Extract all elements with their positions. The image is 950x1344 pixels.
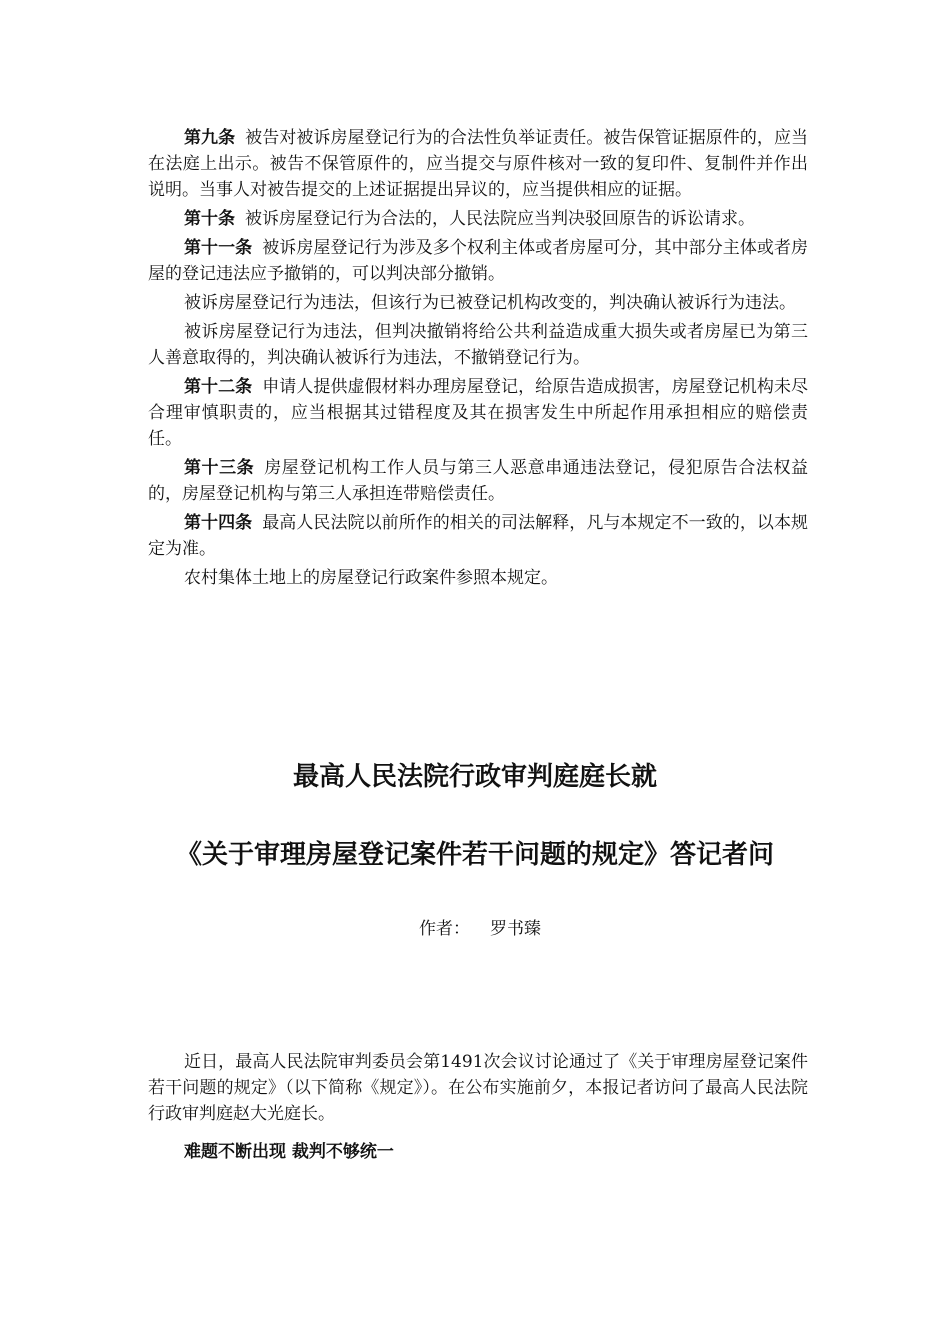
article-heading: 第十三条 [184,458,255,478]
article-body: 被诉房屋登记行为违法，但该行为已被登记机构改变的，判决确认被诉行为违法。 [184,293,796,313]
document-title-line-2: 《关于审理房屋登记案件若干问题的规定》答记者问 [175,840,774,870]
author-name: 罗书臻 [490,919,541,939]
document-title-line-1: 最高人民法院行政审判庭庭长就 [292,762,657,792]
article-paragraph [148,206,808,232]
article-paragraph [148,319,808,371]
article-paragraph [148,565,808,591]
article-heading: 第十四条 [184,513,253,533]
article-heading: 第十一条 [184,238,253,258]
intro-paragraph: 近日，最高人民法院审判委员会第1491次会议讨论通过了《关于审理房屋登记案件若干问题的规定》（以下简称《规定》）。在公布实施前夕，本报记者访问了最高人民法院行政审判庭赵大光庭长。 [148,1052,808,1124]
article-body: 房屋登记机构工作人员与第三人恶意串通违法登记，侵犯原告合法权益的，房屋登记机构与第三人承担连带赔偿责任。 [148,458,809,504]
section-heading: 难题不断出现 裁判不够统一 [184,1142,394,1162]
article-body: 申请人提供虚假材料办理房屋登记，给原告造成损害，房屋登记机构未尽合理审慎职责的，应当根据其过错程度及其在损害发生中所起作用承担相应的赔偿责任。 [148,377,809,449]
article-heading: 第十二条 [184,377,253,397]
article-paragraph [148,455,808,507]
article-body: 最高人民法院以前所作的相关的司法解释，凡与本规定不一致的，以本规定为准。 [148,513,809,559]
article-heading: 第九条 [184,128,236,148]
article-body: 被诉房屋登记行为合法的，人民法院应当判决驳回原告的诉讼请求。 [245,209,755,229]
article-paragraph [148,290,808,316]
article-heading: 第十条 [184,209,235,229]
article-body: 农村集体土地上的房屋登记行政案件参照本规定。 [184,568,558,588]
article-paragraph [148,374,808,452]
article-body: 被诉房屋登记行为违法，但判决撤销将给公共利益造成重大损失或者房屋已为第三人善意取得的，判决确认被诉行为违法，不撤销登记行为。 [148,322,808,368]
article-paragraph [148,125,808,203]
author-label: 作者： [419,919,470,939]
author-line [0,916,950,942]
article-paragraph [148,510,808,562]
article-body: 被诉房屋登记行为涉及多个权利主体或者房屋可分，其中部分主体或者房屋的登记违法应予撤销的，可以判决部分撤销。 [148,238,809,284]
articles-section [148,125,808,591]
article-body: 被告对被诉房屋登记行为的合法性负举证责任。被告保管证据原件的，应当在法庭上出示。被告不保管原件的，应当提交与原件核对一致的复印件、复制件并作出说明。当事人对被告提交的上述证据提出异议的，应当提供相应的证据。 [148,128,808,200]
article-paragraph [148,235,808,287]
